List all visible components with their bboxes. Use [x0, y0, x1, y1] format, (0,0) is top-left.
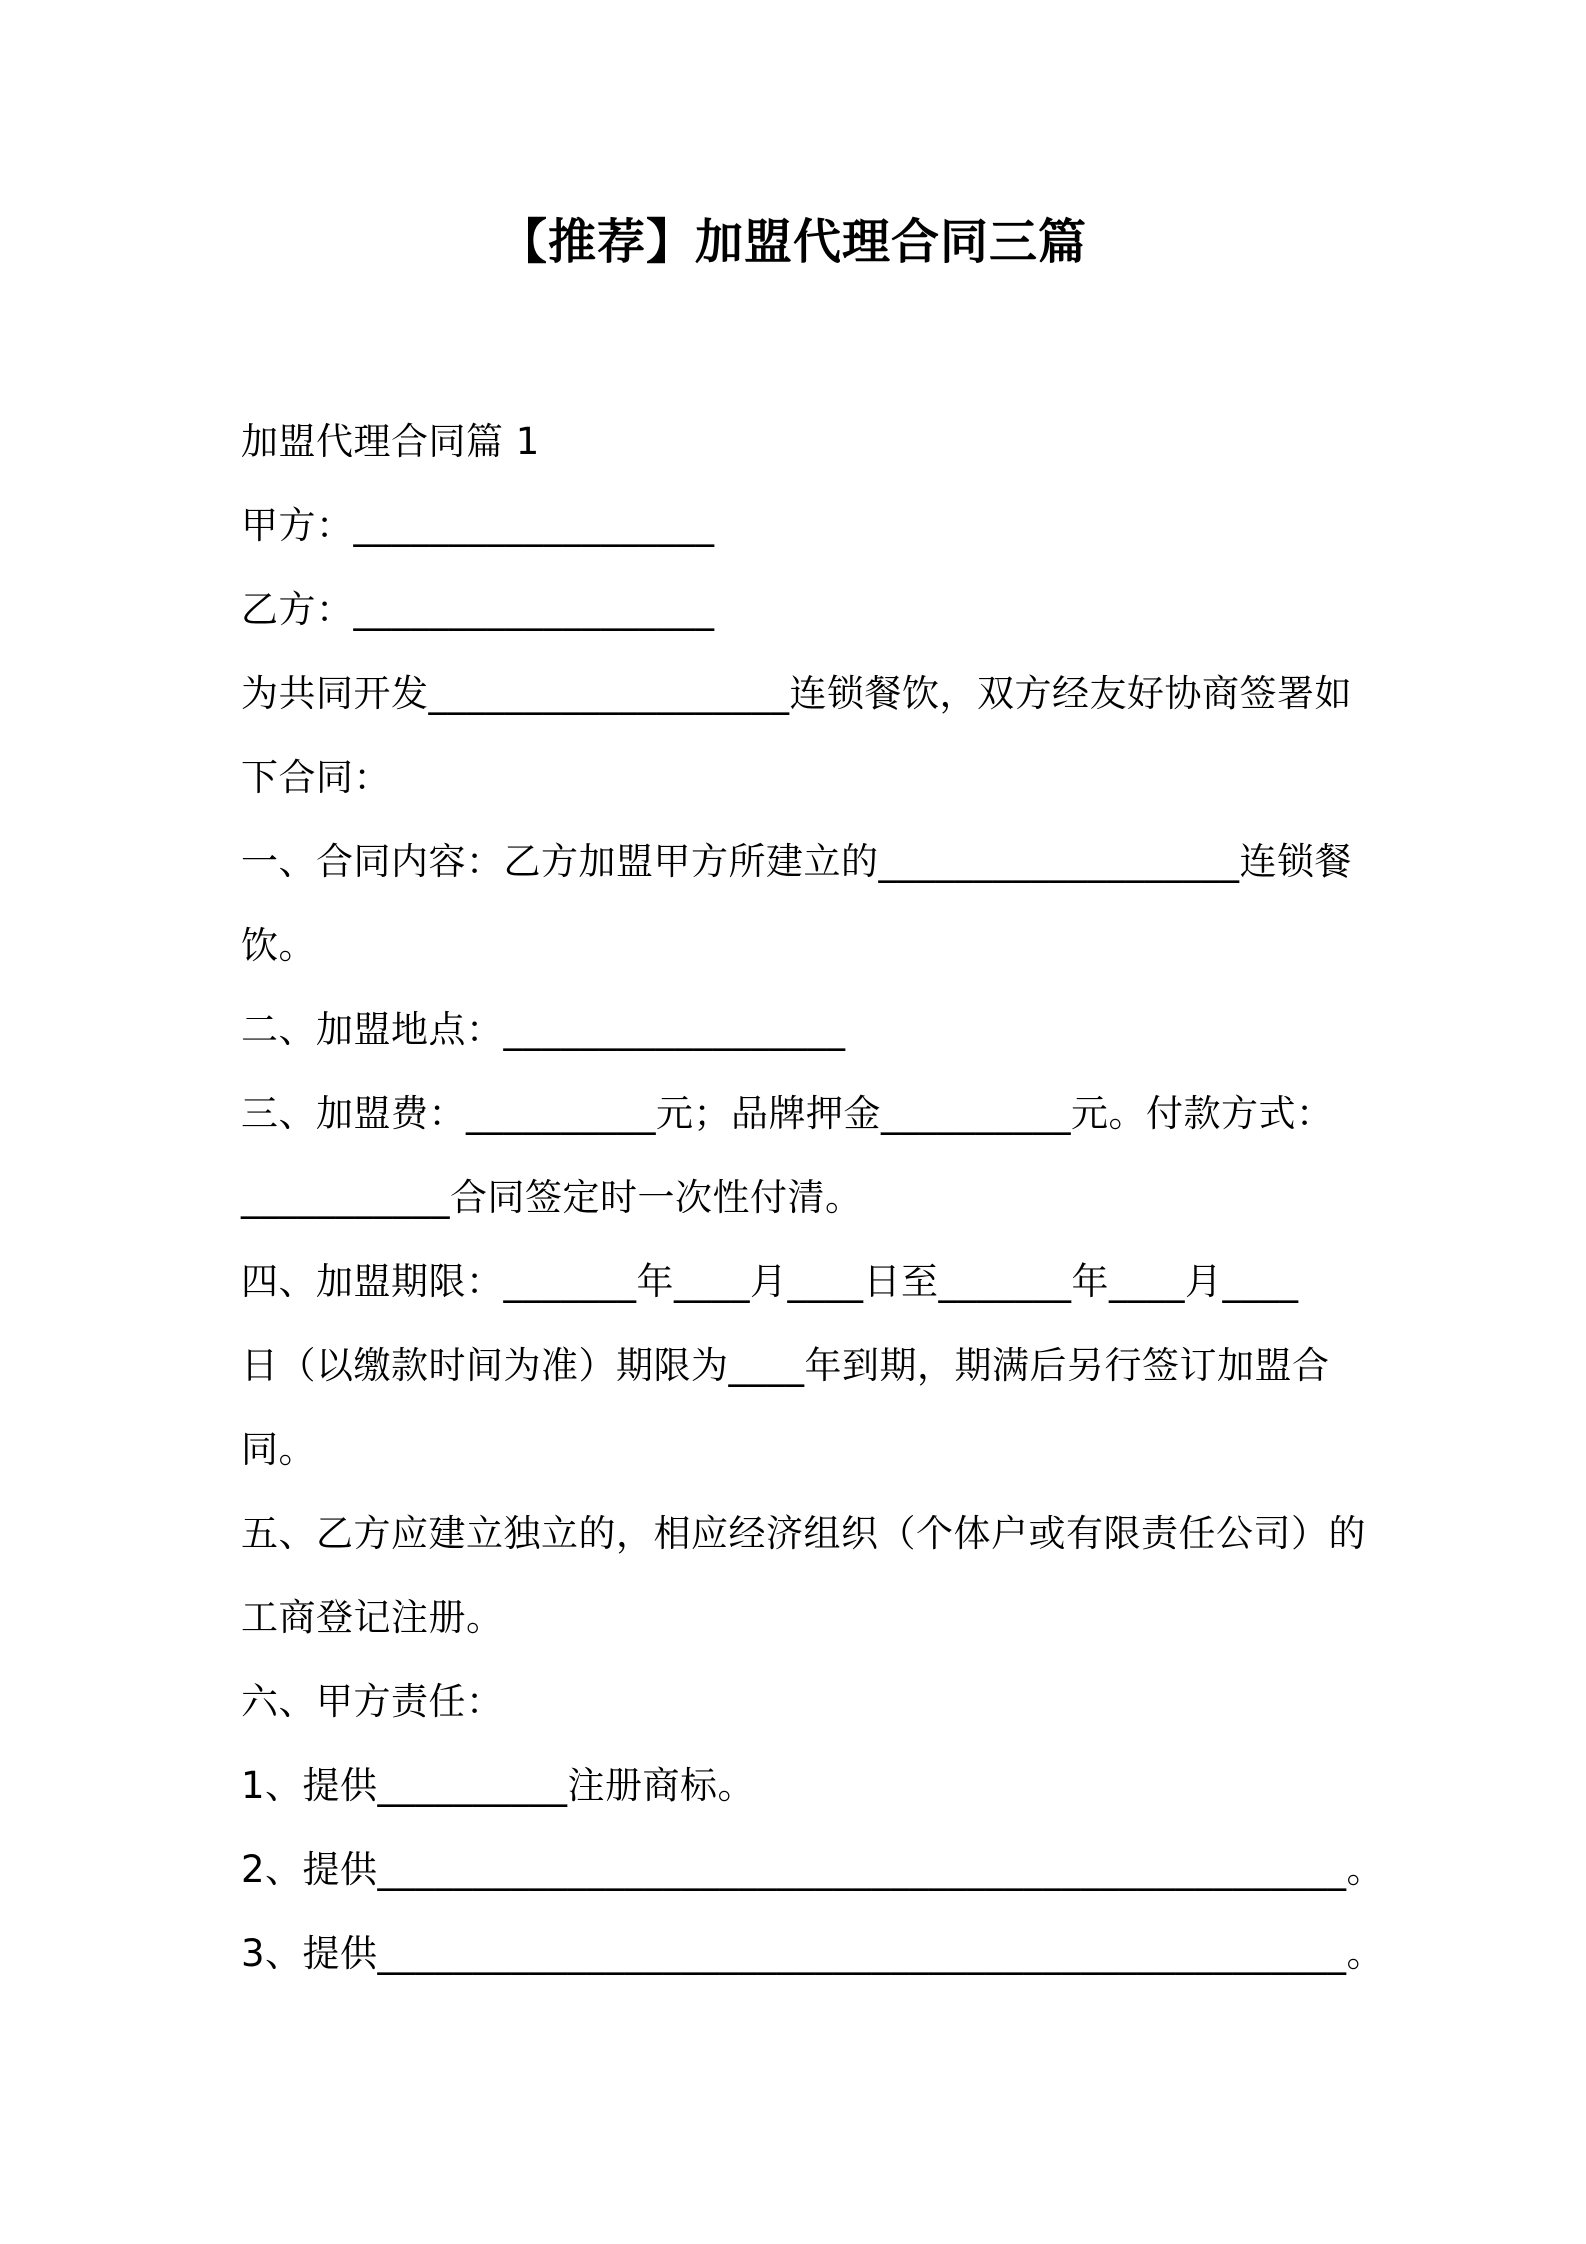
clause-6-item-1: 1、提供__________注册商标。 — [241, 1764, 756, 1807]
party-b-line: 乙方：___________________ — [241, 588, 715, 631]
clause-3-line-1: 三、加盟费：__________元；品牌押金__________元。付款方式： — [241, 1092, 1334, 1135]
clause-4-line-1: 四、加盟期限：_______年____月____日至_______年____月____ — [241, 1260, 1299, 1303]
clause-1-line-1: 一、合同内容：乙方加盟甲方所建立的___________________连锁餐 — [241, 840, 1352, 883]
clause-4-line-3: 同。 — [241, 1428, 316, 1471]
preamble-line-2: 下合同： — [241, 756, 391, 799]
clause-5-line-2: 工商登记注册。 — [241, 1596, 504, 1639]
clause-3-line-2: ___________合同签定时一次性付清。 — [241, 1176, 863, 1219]
party-a-line: 甲方：___________________ — [241, 504, 715, 547]
document-body — [241, 400, 1385, 1996]
clause-5-line-1: 五、乙方应建立独立的，相应经济组织（个体户或有限责任公司）的 — [241, 1512, 1366, 1555]
clause-4-line-2: 日（以缴款时间为准）期限为____年到期，期满后另行签订加盟合 — [241, 1344, 1330, 1387]
clause-6-item-2: 2、提供___________________________________________________。 — [241, 1848, 1385, 1891]
preamble-line-1: 为共同开发___________________连锁餐饮，双方经友好协商签署如 — [241, 672, 1352, 715]
clause-6-item-3: 3、提供___________________________________________________。 — [241, 1932, 1385, 1975]
clause-1-line-2: 饮。 — [241, 924, 316, 967]
section-heading: 加盟代理合同篇 1 — [241, 420, 540, 463]
clause-6-heading: 六、甲方责任： — [241, 1680, 504, 1723]
clause-2-line: 二、加盟地点：__________________ — [241, 1008, 846, 1051]
document-title: 【推荐】加盟代理合同三篇 — [498, 214, 1087, 270]
